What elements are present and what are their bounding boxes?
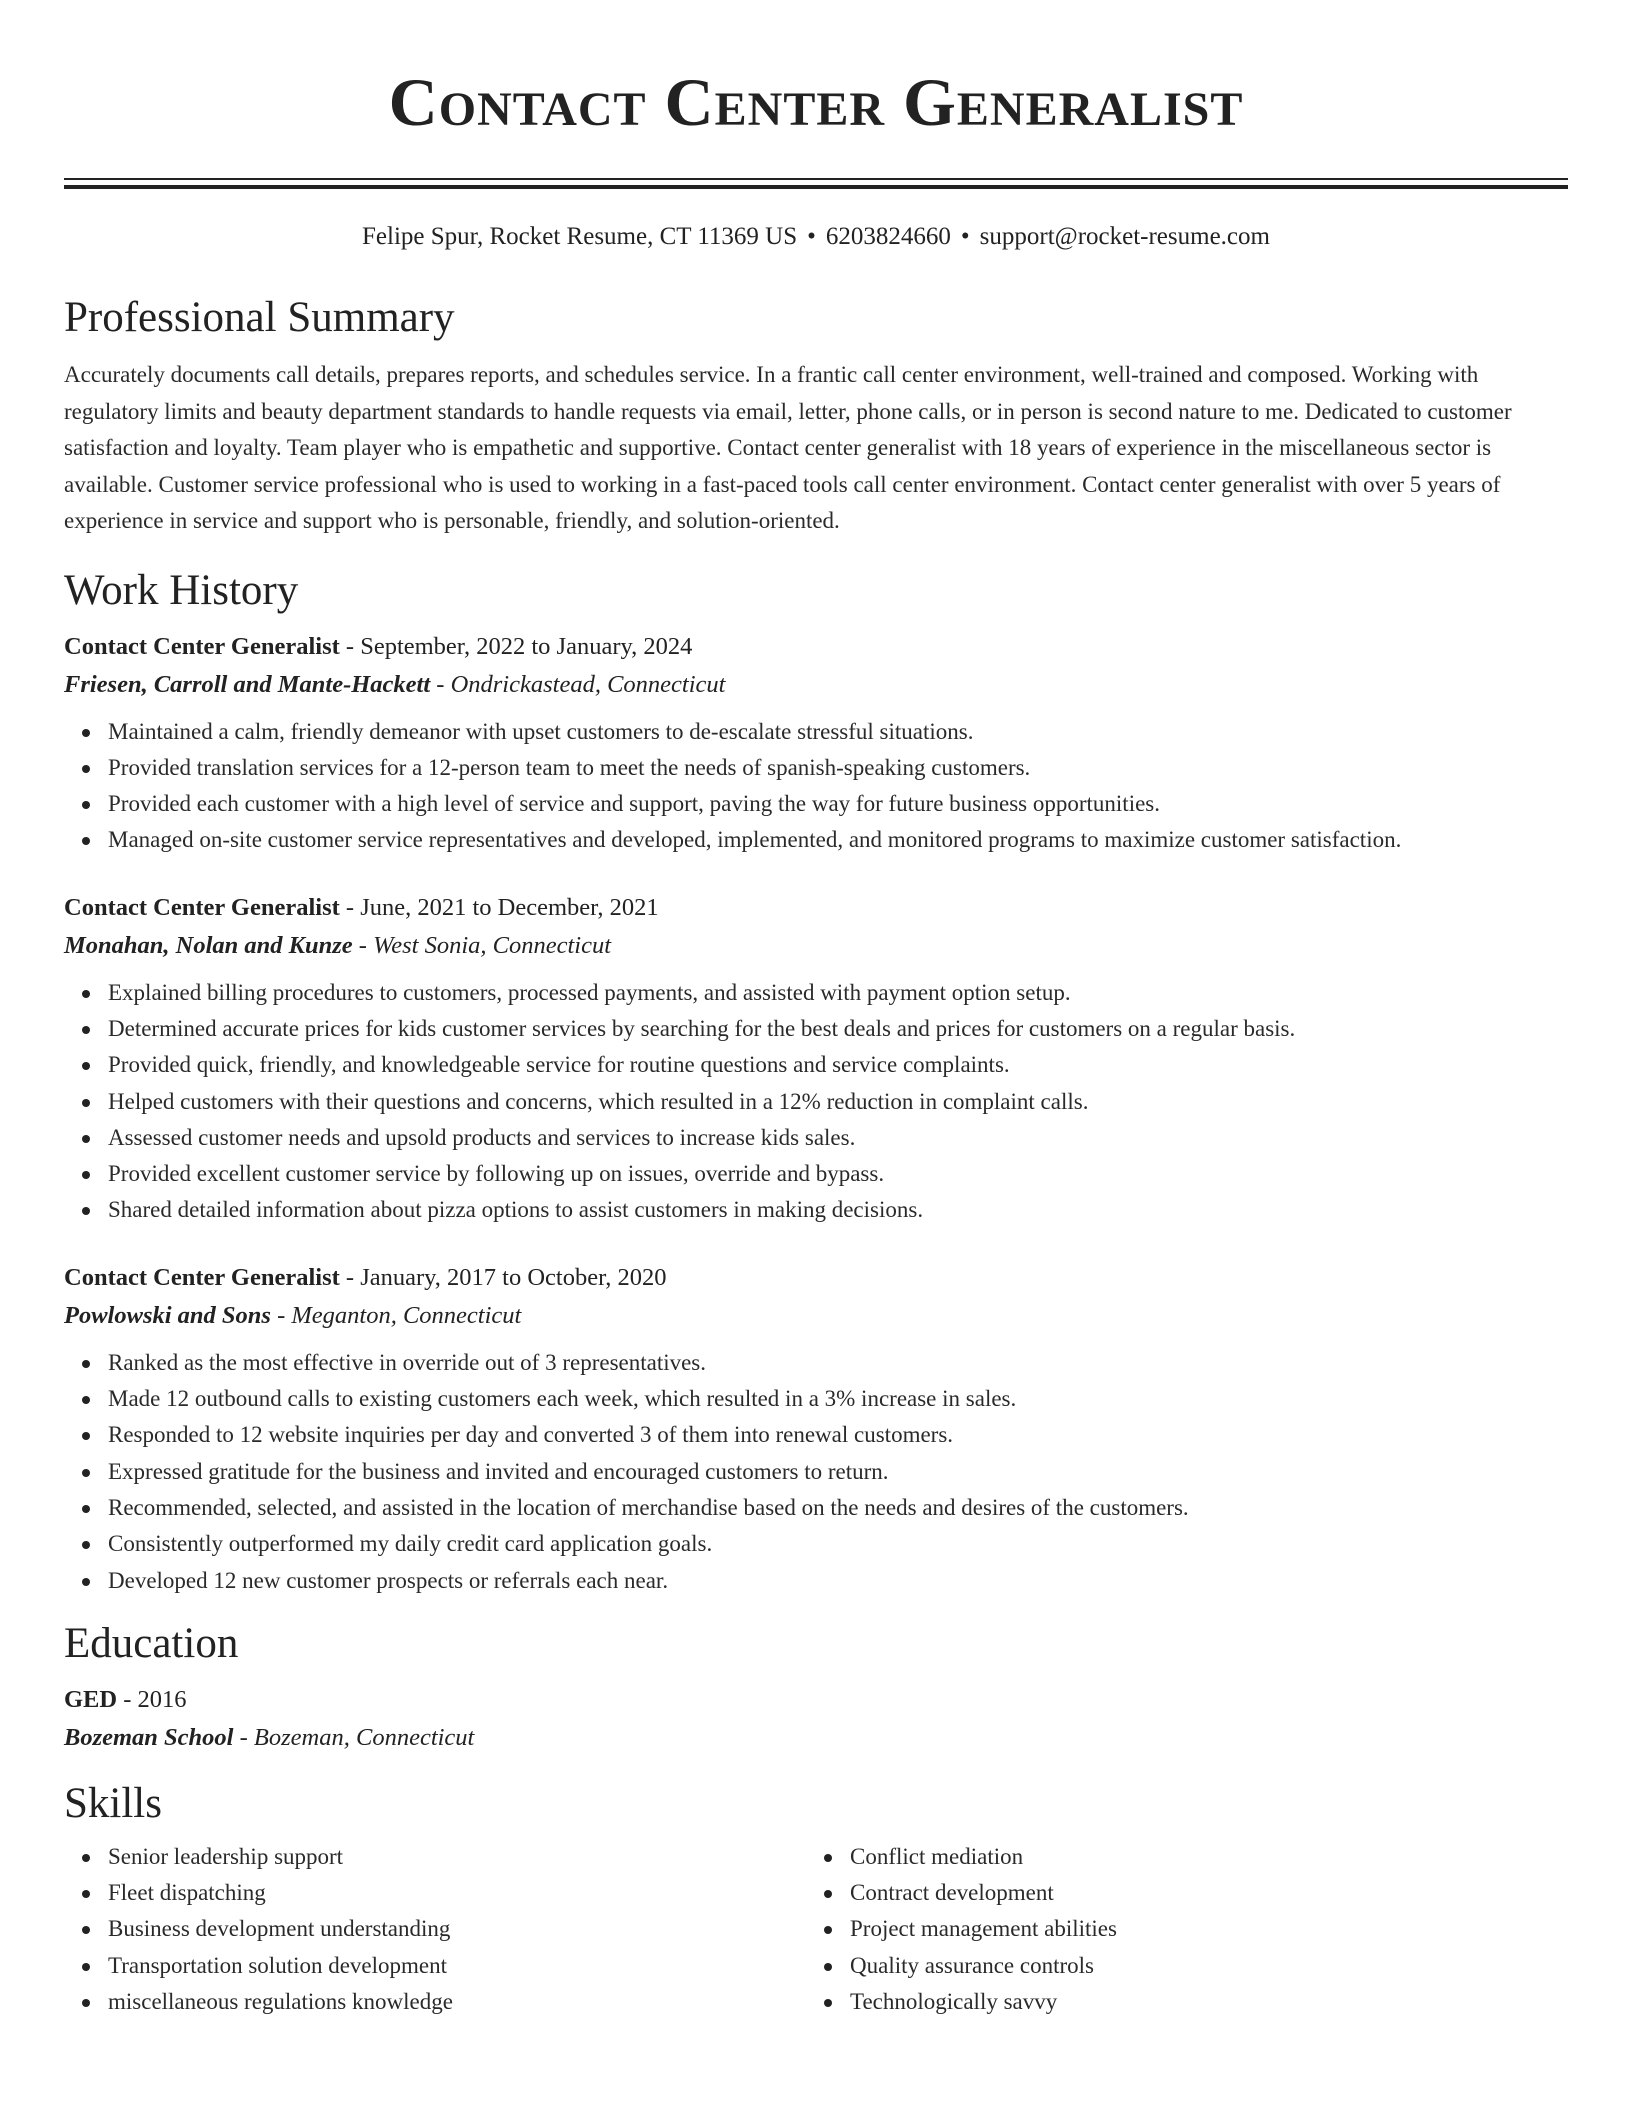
job-entry	[64, 889, 1568, 1229]
job-title-line	[64, 889, 1568, 927]
job-title: Contact Center Generalist	[64, 893, 340, 921]
list-item: Expressed gratitude for the business and invited and encouraged customers to return.	[108, 1454, 1568, 1490]
list-item: Provided quick, friendly, and knowledgeable service for routine questions and service complaints.	[108, 1047, 1568, 1083]
contact-separator: •	[960, 223, 970, 250]
contact-separator: •	[807, 223, 816, 250]
skill-item: Technologically savvy	[850, 1984, 1548, 2020]
job-title: Contact Center Generalist	[64, 632, 340, 660]
contact-email: support@rocket-resume.com	[979, 223, 1270, 250]
list-item: Managed on-site customer service representatives and developed, implemented, and monitored programs to maximize customer satisfaction.	[108, 822, 1568, 858]
education-degree: GED	[64, 1685, 118, 1713]
education-entry	[64, 1681, 1568, 1757]
skill-item: Transportation solution development	[108, 1948, 806, 1984]
job-location: - West Sonia, Connecticut	[352, 931, 612, 959]
job-location: - Ondrickastead, Connecticut	[430, 670, 726, 698]
job-entry	[64, 1259, 1568, 1599]
work-history-heading: Work History	[64, 566, 299, 614]
list-item: Explained billing procedures to customers, processed payments, and assisted with payment option setup.	[108, 975, 1568, 1011]
list-item: Shared detailed information about pizza options to assist customers in making decisions.	[108, 1192, 1568, 1228]
skill-item: Senior leadership support	[108, 1839, 806, 1875]
education-school-line	[64, 1719, 1568, 1757]
job-dates: - June, 2021 to December, 2021	[339, 893, 659, 921]
job-dates: - September, 2022 to January, 2024	[339, 632, 693, 660]
skill-item: Quality assurance controls	[850, 1948, 1548, 1984]
summary-text: Accurately documents call details, prepares reports, and schedules service. In a frantic call center environment, well-trained and composed. Working with regulatory limits and beauty department standards to handle requests via email, letter, phone calls, or in person is second nature to me. Dedicated to customer satisfaction and loyalty. Team player who is empathetic and supportive. Contact center generalist with 18 years of experience in the miscellaneous sector is available. Customer service professional who is used to working in a fast-paced tools call center environment. Contact center generalist with over 5 years of experience in service and support who is personable, friendly, and solution-oriented.	[64, 362, 1512, 533]
skill-item: miscellaneous regulations knowledge	[108, 1984, 806, 2020]
job-company-line	[64, 927, 1568, 965]
list-item: Responded to 12 website inquiries per day and converted 3 of them into renewal customers.	[108, 1417, 1568, 1453]
list-item: Developed 12 new customer prospects or referrals each near.	[108, 1563, 1568, 1599]
job-title-line	[64, 1259, 1568, 1297]
skills-list-left	[64, 1839, 806, 2020]
job-bullets	[64, 1345, 1568, 1599]
job-company-line	[64, 666, 1568, 704]
list-item: Determined accurate prices for kids customer services by searching for the best deals and prices for customers on a regular basis.	[108, 1011, 1568, 1047]
title-double-rule	[64, 178, 1568, 189]
education-location: - Bozeman, Connecticut	[233, 1723, 475, 1751]
skills-list-right	[806, 1839, 1548, 2020]
skill-item: Conflict mediation	[850, 1839, 1548, 1875]
list-item: Provided each customer with a high level of service and support, paving the way for future business opportunities.	[108, 786, 1568, 822]
job-company-line	[64, 1297, 1568, 1335]
list-item: Made 12 outbound calls to existing customers each week, which resulted in a 3% increase in sales.	[108, 1381, 1568, 1417]
education-year: - 2016	[117, 1685, 187, 1713]
list-item: Ranked as the most effective in override out of 3 representatives.	[108, 1345, 1568, 1381]
contact-phone: 6203824660	[825, 223, 951, 250]
job-title: Contact Center Generalist	[64, 1263, 340, 1291]
education-school: Bozeman School	[64, 1723, 234, 1751]
contact-address: Felipe Spur, Rocket Resume, CT 11369 US	[362, 223, 798, 250]
skill-item: Business development understanding	[108, 1911, 806, 1947]
education-heading: Education	[64, 1619, 239, 1667]
job-dates: - January, 2017 to October, 2020	[339, 1263, 667, 1291]
job-bullets	[64, 714, 1568, 859]
skill-item: Fleet dispatching	[108, 1875, 806, 1911]
job-entry	[64, 628, 1568, 859]
job-company: Friesen, Carroll and Mante-Hackett	[64, 670, 431, 698]
summary-heading: Professional Summary	[64, 294, 455, 341]
list-item: Recommended, selected, and assisted in the location of merchandise based on the needs and desires of the customers.	[108, 1490, 1568, 1526]
list-item: Consistently outperformed my daily credit card application goals.	[108, 1526, 1568, 1562]
job-company: Powlowski and Sons	[64, 1301, 271, 1329]
education-degree-line	[64, 1681, 1568, 1719]
list-item: Assessed customer needs and upsold products and services to increase kids sales.	[108, 1120, 1568, 1156]
contact-line	[64, 222, 1568, 252]
resume-title: Contact Center Generalist	[388, 64, 1244, 140]
skill-item: Contract development	[850, 1875, 1548, 1911]
list-item: Provided translation services for a 12-person team to meet the needs of spanish-speaking customers.	[108, 750, 1568, 786]
job-bullets	[64, 975, 1568, 1229]
job-company: Monahan, Nolan and Kunze	[64, 931, 353, 959]
job-location: - Meganton, Connecticut	[270, 1301, 522, 1329]
skill-item: Project management abilities	[850, 1911, 1548, 1947]
skills-columns	[64, 1839, 1568, 2020]
job-title-line	[64, 628, 1568, 666]
list-item: Maintained a calm, friendly demeanor with upset customers to de-escalate stressful situations.	[108, 714, 1568, 750]
list-item: Provided excellent customer service by following up on issues, override and bypass.	[108, 1156, 1568, 1192]
skills-heading: Skills	[64, 1779, 162, 1827]
list-item: Helped customers with their questions and concerns, which resulted in a 12% reduction in complaint calls.	[108, 1084, 1568, 1120]
